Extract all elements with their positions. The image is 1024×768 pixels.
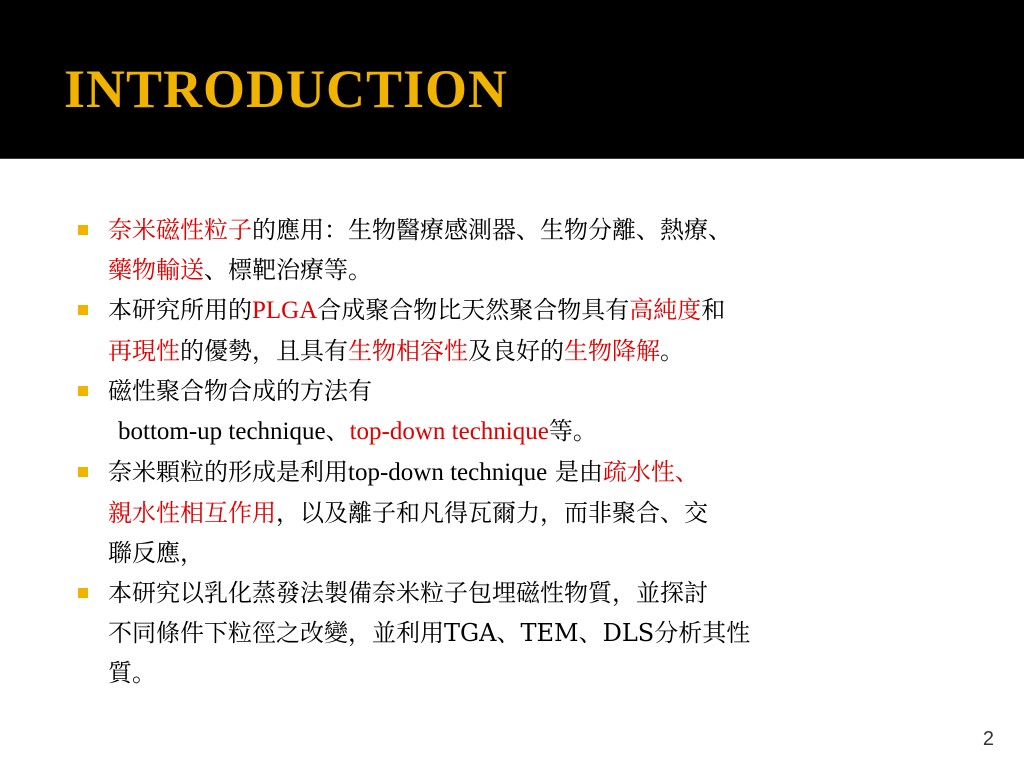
body-text: 、標靶治療等。 [204,256,372,284]
body-text: 本研究所用的 [108,296,252,324]
body-text: bottom-up technique [118,418,326,445]
body-text: 質。 [108,659,156,687]
body-text: 。 [660,337,684,365]
bullet-item-applications [76,210,976,290]
highlight-text: 生物相容性 [348,337,468,365]
bullet-item-study-method [76,573,976,693]
body-text: 的優勢，且具有 [180,337,348,365]
highlight-text: PLGA [252,297,318,324]
bullet-line [108,533,976,573]
body-text: 等。 [548,417,597,445]
square-bullet-icon [78,225,88,235]
bullet-line [108,210,976,250]
highlight-text: 奈米磁性粒子 [108,216,252,244]
bullet-line [108,371,976,411]
body-text: 和 [701,296,726,324]
body-text: 、 [325,417,350,445]
bullet-line [108,613,976,653]
bullet-line [108,493,976,533]
bullet-line [108,573,976,613]
body-text: 奈米顆粒的形成是利用 [108,458,348,486]
body-text: 是由 [547,458,603,486]
bullet-item-synthesis-methods [76,371,976,452]
bullet-line [108,290,976,331]
highlight-text: 再現性 [108,337,180,365]
bullet-line [108,452,976,493]
title-divider [0,158,1024,164]
bullet-list [76,210,976,693]
highlight-text: 親水性相互作用 [108,499,276,527]
bullet-line [108,331,976,371]
body-text: 聯反應， [108,539,204,567]
body-text: 合成聚合物比天然聚合物具有 [317,296,630,324]
body-text: 本研究以乳化蒸發法製備奈米粒子包埋磁性物質，並探討 [108,579,708,607]
body-text: 磁性聚合物合成的方法有 [108,377,372,405]
highlight-text: 疏水性、 [602,458,699,486]
body-text: 不同條件下粒徑之改變，並利用TGA、TEM、DLS分析其性 [108,619,751,647]
bullet-item-plga [76,290,976,371]
title-bar [0,0,1024,158]
square-bullet-icon [78,467,88,477]
bullet-line [76,411,976,452]
square-bullet-icon [78,588,88,598]
highlight-text: 生物降解 [564,337,660,365]
bullet-item-nanoparticle-formation [76,452,976,573]
highlight-text: 高純度 [629,296,702,324]
square-bullet-icon [78,386,88,396]
highlight-text: 藥物輸送 [108,256,204,284]
page-number: 2 [982,728,994,750]
highlight-text: top-down technique [349,418,549,445]
bullet-line [108,250,976,290]
bullet-line [108,653,976,693]
square-bullet-icon [78,305,88,315]
body-text: 的應用：生物醫療感測器、生物分離、熱療、 [252,216,732,244]
slide-title: INTRODUCTION [64,59,509,119]
body-text: ，以及離子和凡得瓦爾力，而非聚合、交 [276,499,708,527]
body-text: top-down technique [348,459,548,486]
body-text: 及良好的 [468,337,564,365]
